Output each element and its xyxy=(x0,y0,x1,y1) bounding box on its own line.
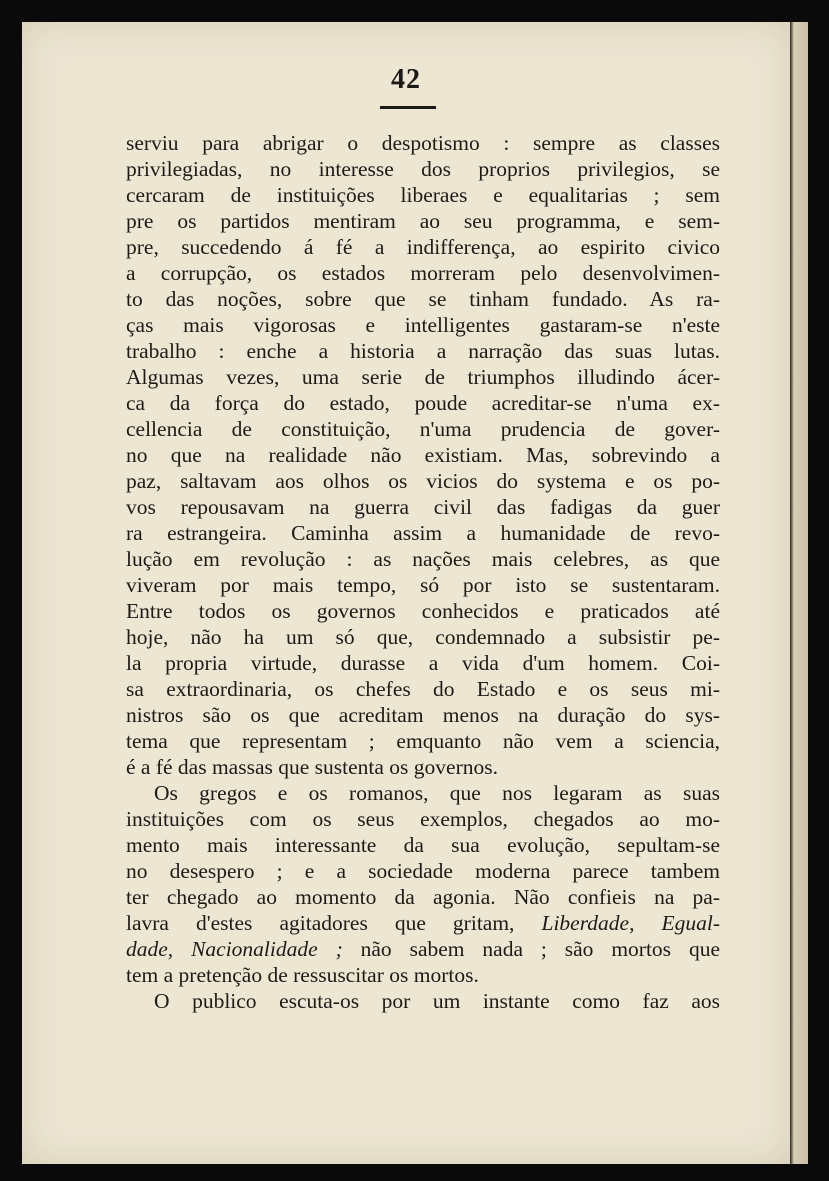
text-line: ra estrangeira. Caminha assim a humanidade de revo- xyxy=(126,521,720,545)
paragraph-3-line: O publico escuta-os por um instante como faz aos xyxy=(154,989,720,1013)
text-line: instituições com os seus exemplos, chegados ao mo- xyxy=(126,807,720,831)
page-number: 42 xyxy=(391,64,421,95)
text-line: hoje, não ha um só que, condemnado a subsistir pe- xyxy=(126,625,720,649)
paragraph-1 xyxy=(126,130,720,780)
page-number-rule xyxy=(380,106,436,109)
text-line: viveram por mais tempo, só por isto se sustentaram. xyxy=(126,573,720,597)
text-line: a corrupção, os estados morreram pelo desenvolvimen- xyxy=(126,261,720,285)
text-line: cellencia de constituição, n'uma prudencia de gover- xyxy=(126,417,720,441)
text-line: é a fé das massas que sustenta os governos. xyxy=(126,755,498,779)
text-line-italic-2: dade, Nacionalidade ; não sabem nada ; são mortos que xyxy=(126,937,720,961)
text-line: tema que representam ; emquanto não vem a sciencia, xyxy=(126,729,720,753)
paragraph-2 xyxy=(126,780,720,988)
text-line: no desespero ; e a sociedade moderna parece tambem xyxy=(126,859,720,883)
text-line: no que na realidade não existiam. Mas, sobrevindo a xyxy=(126,443,720,467)
text-line: la propria virtude, durasse a vida d'um homem. Coi- xyxy=(126,651,720,675)
body-text xyxy=(126,130,720,1014)
text-line: privilegiadas, no interesse dos proprios privilegios, se xyxy=(126,157,720,181)
text-line: lução em revolução : as nações mais celebres, as que xyxy=(126,547,720,571)
text-line: vos repousavam na guerra civil das fadigas da guer xyxy=(126,495,720,519)
text-line: ter chegado ao momento da agonia. Não confieis na pa- xyxy=(126,885,720,909)
text-line: Algumas vezes, uma serie de triumphos illudindo ácer- xyxy=(126,365,720,389)
text-line: serviu para abrigar o despotismo : sempre as classes xyxy=(126,131,720,155)
text-line: pre, succedendo á fé a indifferença, ao espirito civico xyxy=(126,235,720,259)
text-line: nistros são os que acreditam menos na duração do sys- xyxy=(126,703,720,727)
text-line: pre os partidos mentiram ao seu programma, e sem- xyxy=(126,209,720,233)
text-line-paragraph-2-end: tem a pretenção de ressuscitar os mortos. xyxy=(126,963,479,987)
adjacent-page-edge xyxy=(790,22,808,1164)
book-page xyxy=(22,22,790,1164)
text-line: trabalho : enche a historia a narração das suas lutas. xyxy=(126,339,720,363)
text-line-italic-1: lavra d'estes agitadores que gritam, Liberdade, Egual- xyxy=(126,911,720,935)
text-line: paz, saltavam aos olhos os vicios do systema e os po- xyxy=(126,469,720,493)
text-line: cercaram de instituições liberaes e equalitarias ; sem xyxy=(126,183,720,207)
text-line: sa extraordinaria, os chefes do Estado e os seus mi- xyxy=(126,677,720,701)
text-line: mento mais interessante da sua evolução, sepultam-se xyxy=(126,833,720,857)
text-line: to das noções, sobre que se tinham fundado. As ra- xyxy=(126,287,720,311)
text-line: ças mais vigorosas e intelligentes gastaram-se n'este xyxy=(126,313,720,337)
text-line: Entre todos os governos conhecidos e praticados até xyxy=(126,599,720,623)
text-line: Os gregos e os romanos, que nos legaram as suas xyxy=(154,781,720,805)
text-line: ca da força do estado, poude acreditar-se n'uma ex- xyxy=(126,391,720,415)
